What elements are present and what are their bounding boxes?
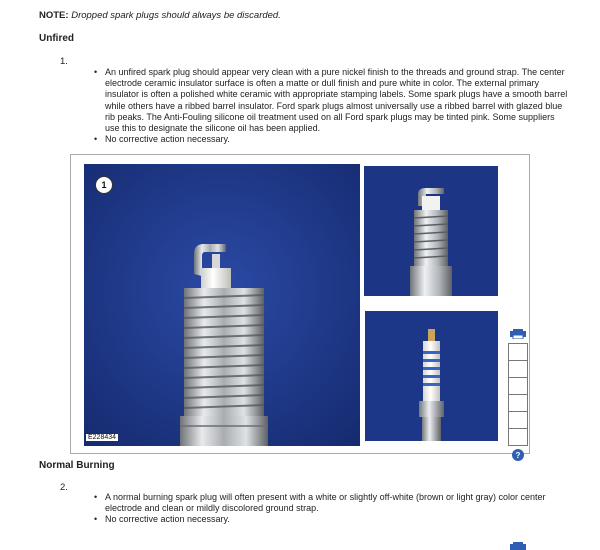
step-number-1: 1.	[60, 56, 68, 67]
list-item: • No corrective action necessary.	[99, 134, 569, 145]
section-heading-normal-burning: Normal Burning	[39, 460, 115, 471]
figure-callout-badge: 1	[95, 176, 113, 194]
list-item: • An unfired spark plug should appear very clean with a pure nickel finish to the threads and ground strap. The center electrode ceramic insulator surface is often a matte or dull finish and pure white in color. The external primary insulator is often a polished white ceramic with appropriate stamping labels. Some spark plugs have a smooth barrel while others have a ribbed barrel insulator. Ford spark plugs almost universally use a ribbed barrel with glazed blue rib peaks. The Anti-Fouling silicone oil treatment used on all Ford spark plugs may be tinted pink. Some suppliers use this to designate the silicone oil has been applied.	[99, 67, 569, 134]
bullet-list-normal-burning	[99, 492, 569, 526]
toolbar-slot[interactable]	[508, 394, 528, 412]
note-text: Dropped spark plugs should always be discarded.	[71, 10, 281, 21]
printer-icon[interactable]	[510, 329, 526, 339]
list-item: • A normal burning spark plug will often present with a white or slightly off-white (brown or light gray) color center electrode and clean or mildly discolored ground strap.	[99, 492, 569, 514]
step-number-2: 2.	[60, 482, 68, 493]
side-toolbar	[508, 326, 528, 461]
note-line	[39, 10, 281, 21]
help-icon[interactable]: ?	[512, 449, 524, 461]
toolbar-slot[interactable]	[508, 377, 528, 395]
printer-icon[interactable]	[510, 542, 526, 550]
toolbar-slot[interactable]	[508, 428, 528, 446]
toolbar-slot[interactable]	[508, 411, 528, 429]
section-heading-unfired: Unfired	[39, 33, 74, 44]
spark-plug-side-photo-top	[364, 166, 498, 296]
toolbar-slot[interactable]	[508, 360, 528, 378]
bullet-list-unfired	[99, 67, 569, 145]
note-label: NOTE:	[39, 10, 69, 21]
list-item: • No corrective action necessary.	[99, 514, 569, 525]
spark-plug-side-photo-bottom	[365, 311, 498, 441]
spark-plug-main-photo	[84, 164, 360, 446]
toolbar-slot[interactable]	[508, 343, 528, 361]
figure-code-label: E228434	[88, 434, 117, 441]
